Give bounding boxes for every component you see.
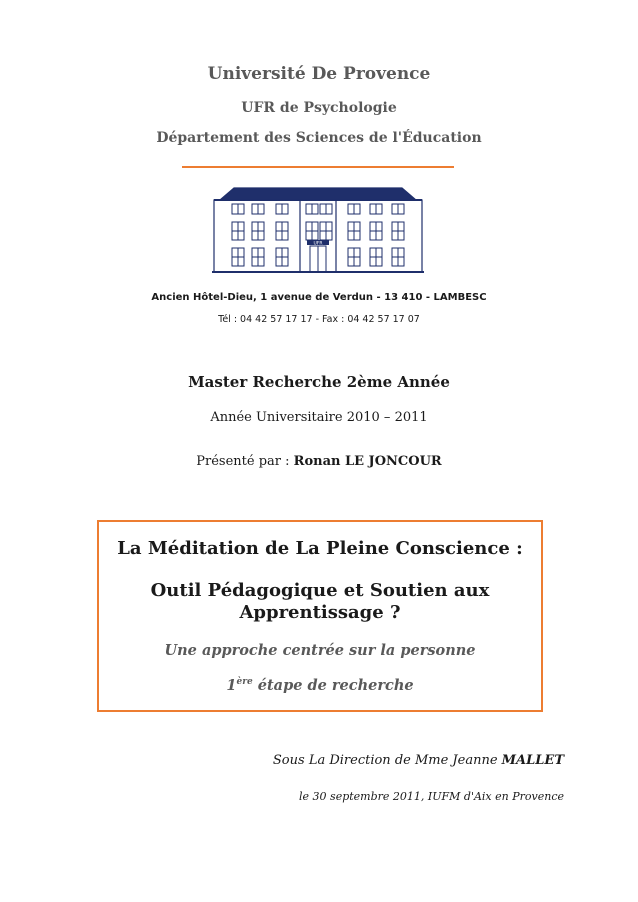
supervisor-name: MALLET <box>501 753 564 768</box>
department-title: Département des Sciences de l'Éducation <box>156 130 482 146</box>
orange-divider <box>182 166 454 168</box>
research-stage <box>97 677 543 694</box>
presented-prefix: Présenté par : <box>196 454 294 469</box>
door-label: UFR <box>313 241 323 247</box>
author-name: Ronan LE JONCOUR <box>293 454 442 469</box>
supervisor-prefix: Sous La Direction de Mme Jeanne <box>272 753 502 768</box>
address-line: Ancien Hôtel-Dieu, 1 avenue de Verdun - 13 410 - LAMBESC <box>151 292 487 303</box>
thesis-title-line3: Apprentissage ? <box>239 602 401 623</box>
university-title: Université De Provence <box>207 64 431 84</box>
presented-by <box>0 454 638 469</box>
academic-year: Année Universitaire 2010 – 2011 <box>210 410 428 425</box>
supervisor-line <box>150 753 564 768</box>
thesis-subtitle: Une approche centrée sur la personne <box>164 642 476 659</box>
thesis-title-line1: La Méditation de La Pleine Conscience : <box>117 538 523 559</box>
phone-line: Tél : 04 42 57 17 17 - Fax : 04 42 57 17 07 <box>218 314 420 325</box>
building-illustration <box>210 184 426 276</box>
stage-ordinal: ère <box>236 677 253 688</box>
stage-text: étape de recherche <box>252 677 414 694</box>
program-title: Master Recherche 2ème Année <box>188 373 450 391</box>
date-place: le 30 septembre 2011, IUFM d'Aix en Provence <box>299 790 564 803</box>
stage-number: 1 <box>226 677 237 694</box>
thesis-title-line2: Outil Pédagogique et Soutien aux <box>150 580 490 601</box>
ufr-title: UFR de Psychologie <box>241 100 397 116</box>
